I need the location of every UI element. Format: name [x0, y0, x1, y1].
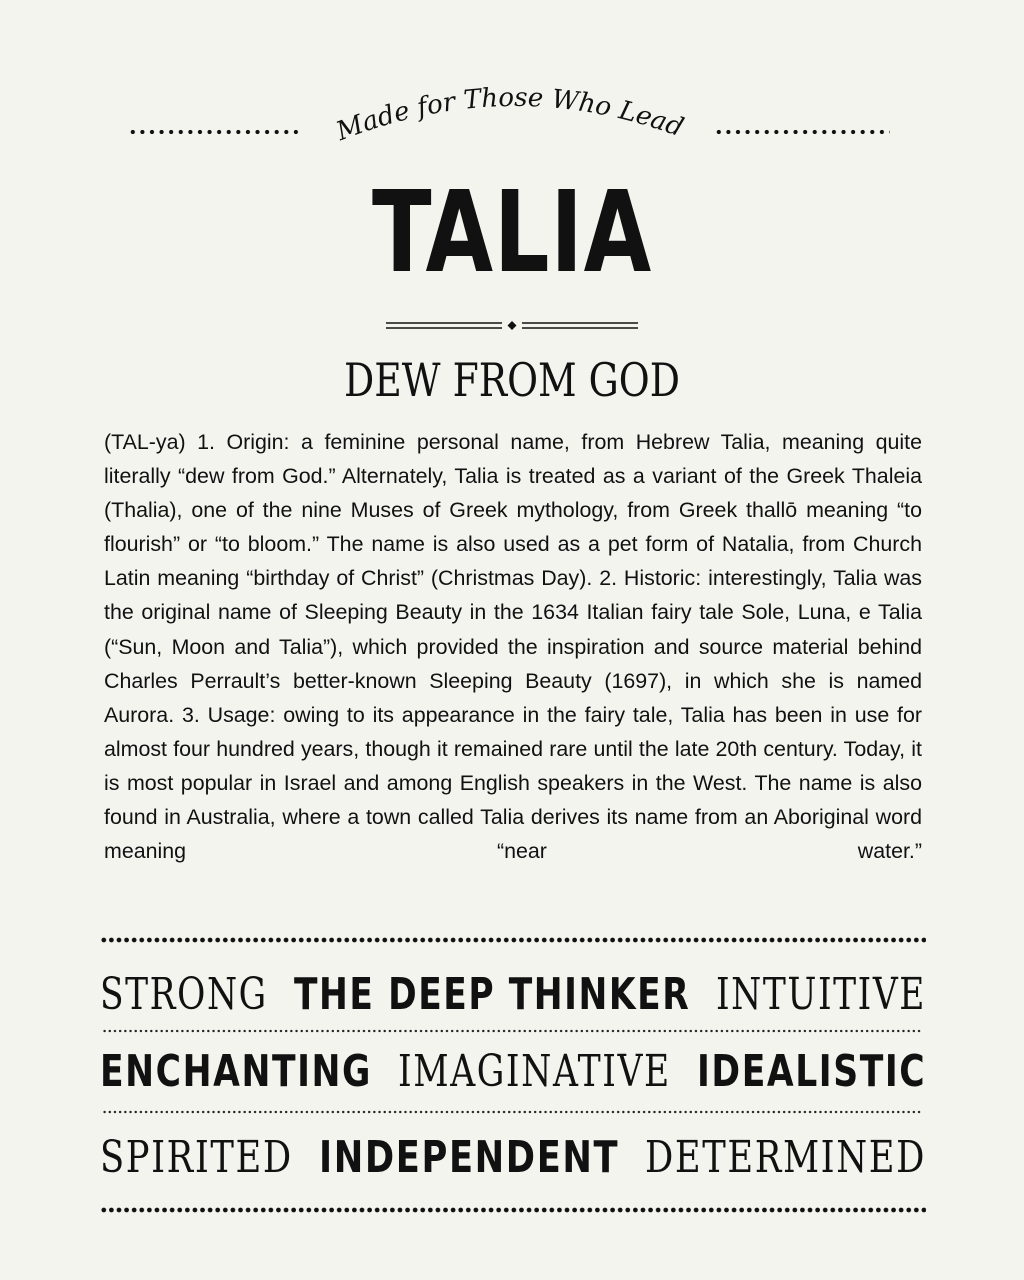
dotted-divider-row-1 [102, 1029, 922, 1033]
trait-word: STRONG [100, 969, 268, 1020]
trait-word: INTUITIVE [716, 969, 926, 1020]
trait-word: THE DEEP THINKER [293, 969, 691, 1020]
name-description: (TAL-ya) 1. Origin: a feminine personal name, from Hebrew Talia, meaning quite literally “dew from God.” Alternately, Talia is treated as a variant of the Greek Thaleia (Thalia), one of the nine Muses of Greek mythology, from Greek thallō meaning “to flourish” or “to bloom.” The name is also used as a pet form of Natalia, from Church Latin meaning “birthday of Christ” (Christmas Day). 2. Historic: interestingly, Talia was the original name of Sleeping Beauty in the 1634 Italian fairy tale Sole, Luna, e Talia (“Sun, Moon and Talia”), which provided the inspiration and source material behind Charles Perrault’s better-known Sleeping Beauty (1697), in which she is named Aurora. 3. Usage: owing to its appearance in the fairy tale, Talia has been in use for almost four hundred years, though it remained rare until the late 20th century. Today, it is most popular in Israel and among English speakers in the West. The name is also found in Australia, where a town called Talia derives its name from an Aboriginal word meaning “near water.” [104, 430, 922, 864]
trait-word: SPIRITED [100, 1132, 293, 1183]
trait-word: DETERMINED [645, 1132, 926, 1183]
tagline-arc [320, 78, 700, 158]
dotted-divider-bottom [100, 1206, 926, 1214]
traits-row-1 [100, 967, 926, 1023]
ornament-divider [386, 318, 638, 334]
dotted-divider-top [100, 936, 926, 944]
traits-row-3 [100, 1130, 926, 1186]
name-title: TALIA [371, 168, 653, 298]
tagline-text: Made for Those Who Lead [332, 82, 688, 148]
tagline-left-dotted-rule [128, 128, 300, 136]
tagline-right-dotted-rule [714, 128, 890, 136]
name-meaning: DEW FROM GOD [344, 353, 680, 407]
trait-word: INDEPENDENT [318, 1132, 620, 1183]
diamond-icon [508, 321, 517, 330]
traits-row-2 [100, 1044, 926, 1100]
trait-word: ENCHANTING [100, 1046, 372, 1097]
trait-word: IDEALISTIC [696, 1046, 927, 1097]
trait-word: IMAGINATIVE [397, 1046, 671, 1097]
tagline-header [0, 78, 1024, 158]
dotted-divider-row-2 [102, 1110, 922, 1114]
